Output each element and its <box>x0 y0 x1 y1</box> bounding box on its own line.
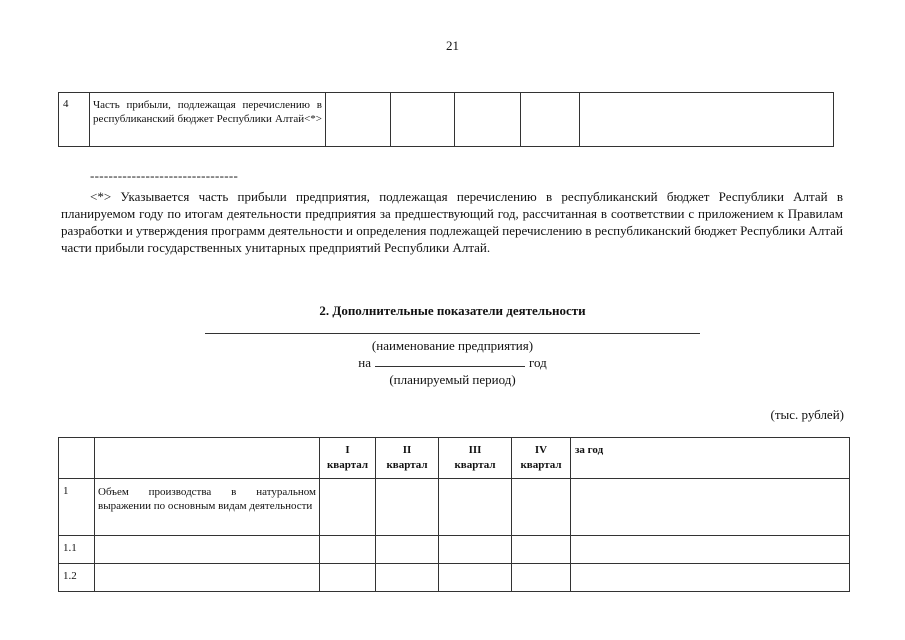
table-cell <box>326 93 391 147</box>
header-q1 <box>320 438 376 479</box>
header-q3 <box>439 438 512 479</box>
header-q4 <box>512 438 571 479</box>
table-cell <box>320 564 376 592</box>
row-number: 1 <box>59 479 95 536</box>
table-row <box>59 93 834 147</box>
page-number: 21 <box>446 38 459 53</box>
row-number: 1.2 <box>59 564 95 592</box>
table-row <box>59 536 850 564</box>
period-blank <box>375 355 525 367</box>
row-number: 1.1 <box>59 536 95 564</box>
table-cell <box>571 479 850 536</box>
table-cell <box>512 564 571 592</box>
q4-word: квартал <box>520 459 562 471</box>
table-row <box>59 564 850 592</box>
q1-numeral: I <box>345 444 350 456</box>
table-cell <box>391 93 455 147</box>
table-cell <box>580 93 834 147</box>
header-row <box>59 438 850 479</box>
units-label: (тыс. рублей) <box>770 407 844 422</box>
footnote-text: <*> Указывается часть прибыли предприятия, подлежащая перечислению в республиканский бюджет Республики Алтай в планируемом году по итогам деятельности предприятия за предшествующий год, рассчитанная в соответствии с приложением к Правилам разработки и утверждения программ деятельности и определения подлежащей перечислению в республиканский бюджет Республики Алтай части прибыли государственных унитарных предприятий Республики Алтай. <box>61 189 843 255</box>
footnote-separator: -------------------------------- <box>90 168 239 183</box>
table-cell <box>376 536 439 564</box>
enterprise-caption: (наименование предприятия) <box>371 338 534 353</box>
section-heading: 2. Дополнительные показатели деятельности <box>319 303 586 318</box>
table-cell <box>439 479 512 536</box>
header-q2 <box>376 438 439 479</box>
table-cell <box>512 536 571 564</box>
table-cell <box>521 93 580 147</box>
period-prefix: на <box>358 355 371 370</box>
q3-numeral: III <box>468 444 482 456</box>
q3-word: квартал <box>454 459 496 471</box>
table-row <box>59 479 850 536</box>
table-cell <box>439 536 512 564</box>
table-cell <box>320 536 376 564</box>
q1-word: квартал <box>326 459 369 471</box>
table-cell <box>571 536 850 564</box>
enterprise-name-line <box>205 333 700 334</box>
header-cell-label <box>95 438 320 479</box>
period-caption: (планируемый период) <box>389 372 516 387</box>
profit-table <box>58 92 834 147</box>
indicators-table <box>58 437 850 592</box>
row-label <box>95 536 320 564</box>
table-cell <box>320 479 376 536</box>
row-label-text: Часть прибыли, подлежащая перечислению в республиканский бюджет Республики Алтай<*> <box>93 99 322 125</box>
row-label <box>95 564 320 592</box>
table-cell <box>376 479 439 536</box>
q2-numeral: II <box>402 444 412 456</box>
table-cell <box>455 93 521 147</box>
header-year: за год <box>571 438 850 479</box>
table-cell <box>376 564 439 592</box>
row-number: 4 <box>59 93 90 147</box>
q4-numeral: IV <box>534 444 548 456</box>
row-label <box>90 93 326 147</box>
period-suffix: год <box>528 355 547 370</box>
table-cell <box>439 564 512 592</box>
table-cell <box>571 564 850 592</box>
row-label: Объем производства в натуральном выражении по основным видам деятельности <box>95 479 320 536</box>
q2-word: квартал <box>386 459 428 471</box>
period-line <box>0 355 905 371</box>
table-cell <box>512 479 571 536</box>
header-cell-number <box>59 438 95 479</box>
